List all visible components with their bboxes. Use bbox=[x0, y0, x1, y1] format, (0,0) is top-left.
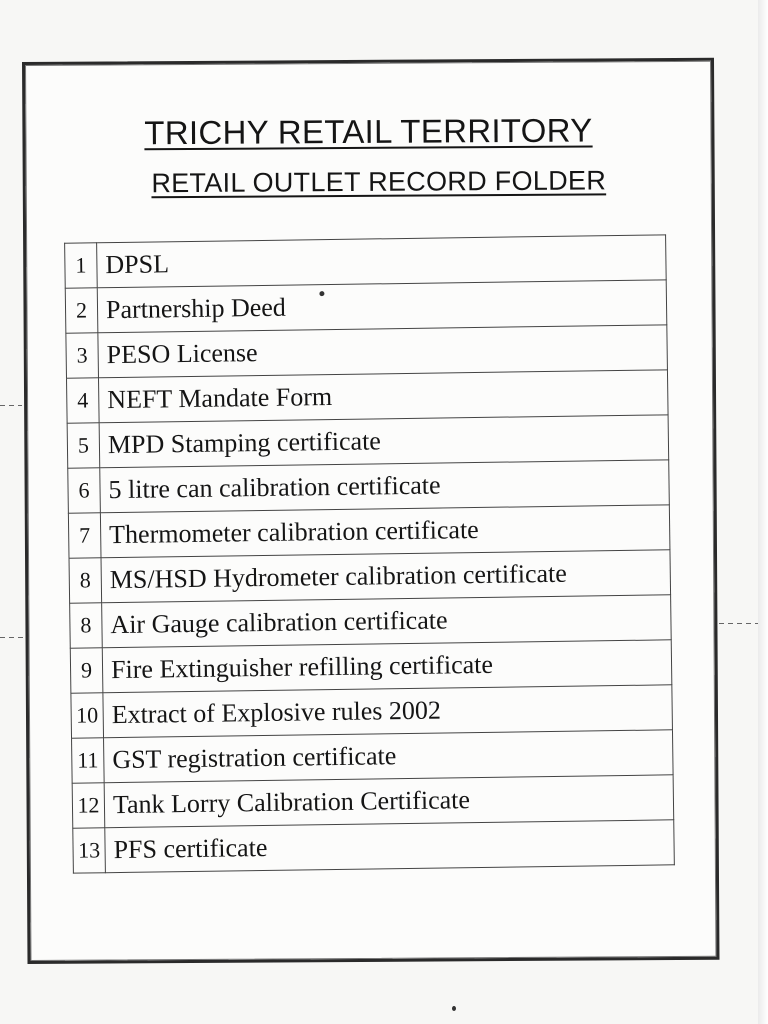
scan-mark-left-upper bbox=[0, 405, 22, 406]
record-folder-table bbox=[64, 234, 675, 873]
scan-speck-table bbox=[319, 291, 324, 296]
record-item: Thermometer calibration certificate bbox=[100, 505, 670, 558]
record-item: PFS certificate bbox=[105, 820, 675, 873]
record-number: 12 bbox=[72, 783, 105, 828]
record-number: 5 bbox=[67, 423, 100, 468]
record-item: PESO License bbox=[98, 325, 668, 378]
record-number: 11 bbox=[72, 738, 105, 783]
table-row bbox=[73, 820, 675, 873]
record-number: 3 bbox=[66, 333, 99, 378]
record-table-body bbox=[65, 235, 675, 873]
record-number: 7 bbox=[68, 513, 101, 558]
record-item: MPD Stamping certificate bbox=[99, 415, 669, 468]
record-number: 1 bbox=[65, 243, 98, 288]
document-title: TRICHY RETAIL TERRITORY bbox=[144, 111, 593, 152]
document-border-frame bbox=[22, 58, 719, 964]
scan-speck-bottom bbox=[452, 1006, 456, 1011]
record-number: 10 bbox=[71, 693, 104, 738]
record-item: Air Gauge calibration certificate bbox=[102, 595, 672, 648]
record-number: 2 bbox=[65, 288, 98, 333]
record-item: NEFT Mandate Form bbox=[98, 370, 668, 423]
record-number: 9 bbox=[70, 648, 103, 693]
record-item: DPSL bbox=[97, 235, 667, 288]
record-item: 5 litre can calibration certificate bbox=[100, 460, 670, 513]
record-number: 6 bbox=[68, 468, 101, 513]
record-item: Fire Extinguisher refilling certificate bbox=[102, 640, 672, 693]
record-number: 13 bbox=[73, 828, 106, 873]
document-subtitle: RETAIL OUTLET RECORD FOLDER bbox=[151, 165, 607, 199]
scan-right-edge bbox=[758, 0, 768, 1024]
record-number: 4 bbox=[66, 378, 99, 423]
record-number: 8 bbox=[70, 603, 103, 648]
record-item: GST registration certificate bbox=[104, 730, 674, 783]
record-item: Extract of Explosive rules 2002 bbox=[103, 685, 673, 738]
record-item: Partnership Deed bbox=[97, 280, 667, 333]
record-item: MS/HSD Hydrometer calibration certificate bbox=[101, 550, 671, 603]
record-item: Tank Lorry Calibration Certificate bbox=[104, 775, 674, 828]
record-number: 8 bbox=[69, 558, 102, 603]
